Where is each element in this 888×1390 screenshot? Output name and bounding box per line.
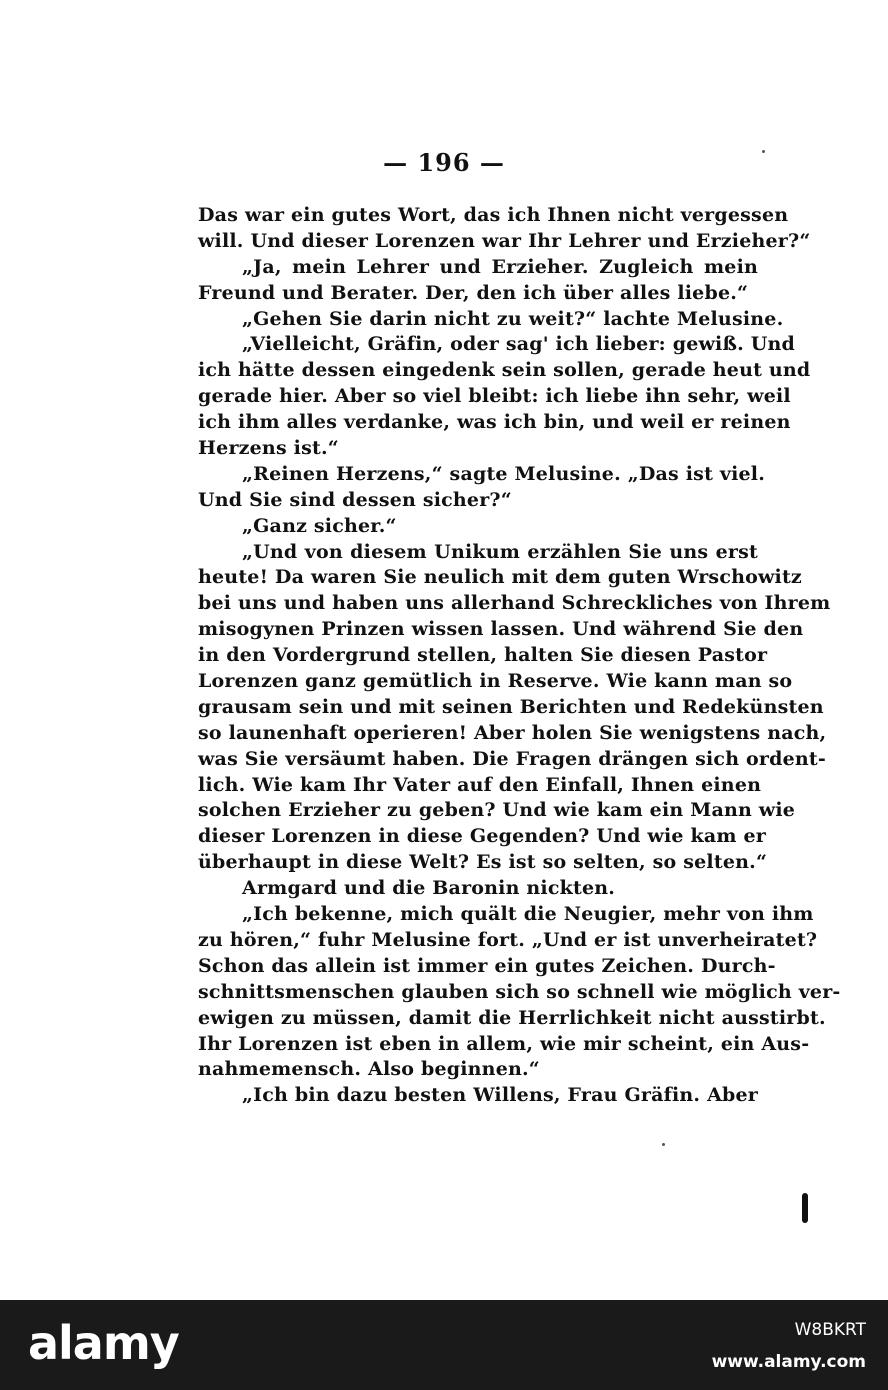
text-line: dieser Lorenzen in diese Gegenden? Und wie kam er bbox=[198, 825, 766, 848]
text-line: gerade hier. Aber so viel bleibt: ich liebe ihn sehr, weil bbox=[198, 385, 791, 408]
text-line: misogynen Prinzen wissen lassen. Und während Sie den bbox=[198, 618, 804, 641]
text-line: grausam sein und mit seinen Berichten und Redekünsten bbox=[198, 695, 824, 718]
text-line: in den Vordergrund stellen, halten Sie diesen Pastor bbox=[198, 644, 768, 667]
scan-speck bbox=[662, 1143, 665, 1146]
image-id: W8BKRT bbox=[794, 1320, 866, 1340]
scan-edge-mark bbox=[802, 1193, 808, 1223]
text-line: „Reinen Herzens,“ sagte Melusine. „Das ist viel. bbox=[242, 462, 766, 485]
footer-url: www.alamy.com bbox=[711, 1352, 866, 1372]
text-line: ewigen zu müssen, damit die Herrlichkeit nicht ausstirbt. bbox=[198, 1006, 826, 1029]
body-text bbox=[198, 203, 841, 1109]
text-line: „Ganz sicher.“ bbox=[242, 514, 397, 537]
text-line: nahmemensch. Also beginnen.“ bbox=[198, 1058, 540, 1081]
text-line: will. Und dieser Lorenzen war Ihr Lehrer und Erzieher?“ bbox=[198, 229, 811, 252]
text-line: Und Sie sind dessen sicher?“ bbox=[198, 488, 512, 511]
text-line: bei uns und haben uns allerhand Schreckliches von Ihrem bbox=[198, 592, 831, 615]
text-line: Herzens ist.“ bbox=[198, 437, 339, 460]
text-line: ich hätte dessen eingedenk sein sollen, gerade heut und bbox=[198, 359, 811, 382]
text-line: Freund und Berater. Der, den ich über alles liebe.“ bbox=[198, 281, 749, 304]
text-line: ich ihm alles verdanke, was ich bin, und weil er reinen bbox=[198, 411, 791, 434]
text-line: „Ja, mein Lehrer und Erzieher. Zugleich mein bbox=[242, 255, 758, 278]
text-line: was Sie versäumt haben. Die Fragen drängen sich ordent- bbox=[198, 747, 826, 770]
text-line: Das war ein gutes Wort, das ich Ihnen nicht vergessen bbox=[198, 204, 789, 226]
text-line: so launenhaft operieren! Aber holen Sie wenigstens nach, bbox=[198, 721, 827, 744]
text-line: „Gehen Sie darin nicht zu weit?“ lachte Melusine. bbox=[242, 307, 784, 330]
text-line: Schon das allein ist immer ein gutes Zeichen. Durch- bbox=[198, 954, 776, 977]
text-line: „Ich bekenne, mich quält die Neugier, mehr von ihm bbox=[242, 903, 814, 926]
alamy-logo: alamy bbox=[28, 1316, 179, 1370]
text-line: zu hören,“ fuhr Melusine fort. „Und er ist unverheiratet? bbox=[198, 928, 818, 951]
text-line: solchen Erzieher zu geben? Und wie kam ein Mann wie bbox=[198, 799, 796, 822]
text-line: „Und von diesem Unikum erzählen Sie uns erst bbox=[242, 540, 758, 563]
text-line: Armgard und die Baronin nickten. bbox=[242, 877, 616, 900]
text-line: Ihr Lorenzen ist eben in allem, wie mir scheint, ein Aus- bbox=[198, 1032, 810, 1055]
text-line: heute! Da waren Sie neulich mit dem guten Wrschowitz bbox=[198, 566, 802, 589]
text-line: „Ich bin dazu besten Willens, Frau Gräfin. Aber bbox=[242, 1084, 758, 1107]
text-line: „Vielleicht, Gräfin, oder sag' ich lieber: gewiß. Und bbox=[242, 333, 795, 356]
scan-speck bbox=[762, 150, 765, 153]
text-line: überhaupt in diese Welt? Es ist so selten, so selten.“ bbox=[198, 851, 768, 874]
text-line: Lorenzen ganz gemütlich in Reserve. Wie kann man so bbox=[198, 670, 793, 693]
watermark-footer bbox=[0, 1300, 888, 1390]
text-line: lich. Wie kam Ihr Vater auf den Einfall, Ihnen einen bbox=[198, 773, 762, 796]
text-line: schnittsmenschen glauben sich so schnell wie möglich ver- bbox=[198, 980, 841, 1003]
page-number: — 196 — bbox=[383, 148, 505, 177]
